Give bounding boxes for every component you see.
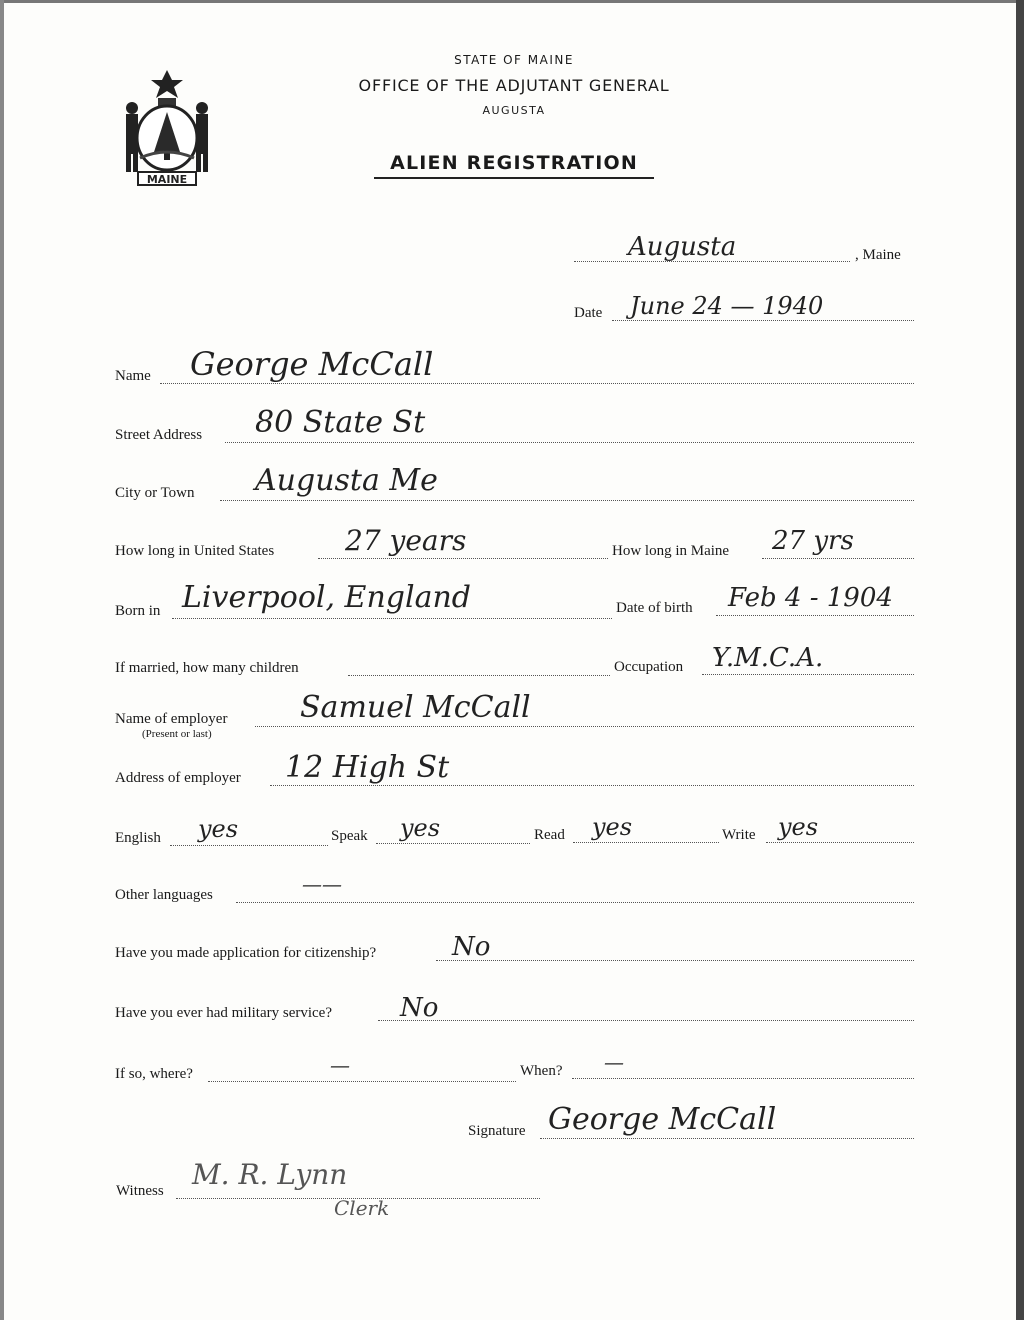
how-long-us-value[interactable]: 27 years <box>345 524 467 557</box>
city-value[interactable]: Augusta Me <box>255 463 438 498</box>
title-underline <box>374 177 654 179</box>
how-long-us-line <box>318 558 608 559</box>
read-line <box>573 842 719 843</box>
employer-line <box>255 726 914 727</box>
witness-title-value: Clerk <box>334 1196 390 1220</box>
dob-value[interactable]: Feb 4 - 1904 <box>728 583 893 613</box>
date-value[interactable]: June 24 — 1940 <box>630 292 824 320</box>
read-label: Read <box>534 827 565 843</box>
city-label: City or Town <box>115 485 195 501</box>
citizenship-line <box>436 960 914 961</box>
city-heading: AUGUSTA <box>482 104 546 117</box>
street-value[interactable]: 80 State St <box>255 405 426 440</box>
occupation-label: Occupation <box>614 659 684 675</box>
how-long-maine-value[interactable]: 27 yrs <box>772 526 854 556</box>
born-in-line <box>172 618 612 619</box>
name-value[interactable]: George McCall <box>190 345 434 383</box>
born-in-label: Born in <box>115 603 161 619</box>
married-label: If married, how many children <box>115 660 299 676</box>
married-line <box>348 675 610 676</box>
witness-value[interactable]: M. R. Lynn <box>192 1158 348 1191</box>
how-long-us-label: How long in United States <box>115 543 275 559</box>
english-value[interactable]: yes <box>198 815 239 843</box>
occupation-value[interactable]: Y.M.C.A. <box>712 643 824 673</box>
date-label: Date <box>574 305 603 321</box>
dob-label: Date of birth <box>616 600 693 616</box>
maine-state-seal-icon <box>112 68 222 188</box>
employer-label: Name of employer <box>115 711 228 727</box>
signature-label: Signature <box>468 1123 526 1139</box>
scan-edge-right <box>1016 0 1024 1320</box>
born-in-value[interactable]: Liverpool, England <box>182 580 471 615</box>
how-long-maine-label: How long in Maine <box>612 543 730 559</box>
date-line <box>612 320 914 321</box>
occupation-line <box>702 674 914 675</box>
military-line <box>378 1020 914 1021</box>
citizenship-value[interactable]: No <box>452 932 491 962</box>
state-heading: STATE OF MAINE <box>454 53 574 67</box>
employer-address-line <box>270 785 914 786</box>
write-line <box>766 842 914 843</box>
employer-value[interactable]: Samuel McCall <box>300 690 531 725</box>
name-label: Name <box>115 368 151 384</box>
military-value[interactable]: No <box>400 993 439 1023</box>
speak-line <box>376 843 530 844</box>
office-heading: OFFICE OF THE ADJUTANT GENERAL <box>358 76 670 95</box>
other-languages-label: Other languages <box>115 887 213 903</box>
other-languages-value[interactable]: —— <box>302 872 342 896</box>
where-value[interactable]: — <box>330 1053 350 1077</box>
scan-edge-top <box>0 0 1024 3</box>
speak-value[interactable]: yes <box>400 814 441 842</box>
seal-banner-text: MAINE <box>146 173 188 186</box>
speak-label: Speak <box>331 828 368 844</box>
scan-edge-left <box>0 0 4 1320</box>
witness-label: Witness <box>116 1183 164 1199</box>
when-line <box>572 1078 914 1079</box>
maine-label: , Maine <box>855 247 901 263</box>
dob-line <box>716 615 914 616</box>
street-label: Street Address <box>115 427 203 443</box>
military-label: Have you ever had military service? <box>115 1005 332 1021</box>
city-line <box>220 500 914 501</box>
when-value[interactable]: — <box>604 1050 624 1074</box>
when-label: When? <box>520 1063 563 1079</box>
employer-note: (Present or last) <box>142 728 212 740</box>
employer-address-value[interactable]: 12 High St <box>285 750 450 785</box>
town-value[interactable]: Augusta <box>628 232 737 262</box>
signature-value[interactable]: George McCall <box>548 1102 777 1137</box>
citizenship-label: Have you made application for citizenship? <box>115 945 377 961</box>
form-title: ALIEN REGISTRATION <box>390 152 638 174</box>
read-value[interactable]: yes <box>592 813 633 841</box>
name-line <box>160 383 914 384</box>
where-label: If so, where? <box>115 1066 193 1082</box>
employer-address-label: Address of employer <box>115 770 241 786</box>
street-line <box>225 442 914 443</box>
how-long-maine-line <box>762 558 914 559</box>
english-label: English <box>115 830 161 846</box>
other-languages-line <box>236 902 914 903</box>
where-line <box>208 1081 516 1082</box>
signature-line <box>540 1138 914 1139</box>
english-line <box>170 845 328 846</box>
write-value[interactable]: yes <box>778 813 819 841</box>
write-label: Write <box>722 827 756 843</box>
